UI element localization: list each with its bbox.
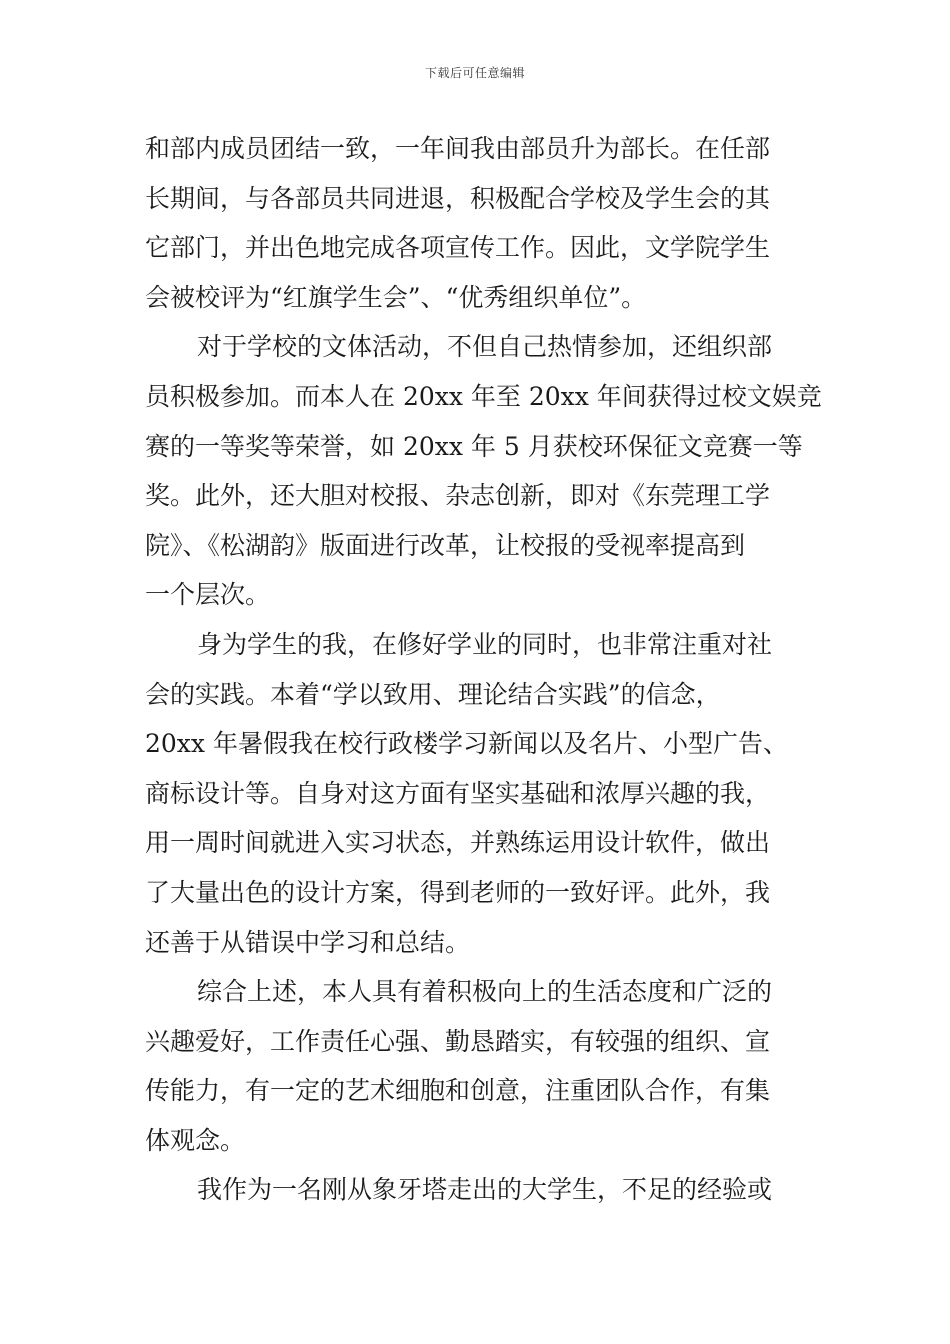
text-line: 对于学校的文体活动，不但自己热情参加，还组织部 [197,332,773,362]
text-line: 体观念。 [145,1125,246,1155]
text-line: 会被校评为“红旗学生会”、“优秀组织单位”。 [145,282,647,312]
text-line: 商标设计等。自身对这方面有坚实基础和浓厚兴趣的我， [145,778,771,808]
text-line: 院》、《松湖韵》版面进行改革，让校报的受视率提高到 [145,530,746,560]
text-line: 还善于从错误中学习和总结。 [145,927,471,957]
text-line: 赛的一等奖等荣誉，如 20xx 年 5 月获校环保征文竞赛一等 [145,431,803,461]
text-line: 兴趣爱好，工作责任心强、勤恳踏实，有较强的组织、宣 [145,1026,771,1056]
text-line: 20xx 年暑假我在校行政楼学习新闻以及名片、小型广告、 [145,729,788,759]
text-line: 了大量出色的设计方案，得到老师的一致好评。此外，我 [145,877,771,907]
document-body [145,124,822,1215]
text-line: 综合上述，本人具有着积极向上的生活态度和广泛的 [197,977,773,1007]
text-line: 我作为一名刚从象牙塔走出的大学生，不足的经验或 [197,1175,773,1205]
text-line: 和部内成员团结一致，一年间我由部员升为部长。在任部 [145,134,771,163]
text-line: 会的实践。本着“学以致用、理论结合实践”的信念， [145,679,721,709]
text-line: 传能力，有一定的艺术细胞和创意，注重团队合作，有集 [145,1076,771,1106]
text-line: 奖。此外，还大胆对校报、杂志创新，即对《东莞理工学 [145,481,771,511]
text-line: 员积极参加。而本人在 20xx 年至 20xx 年间获得过校文娱竞 [145,381,822,411]
text-line: 一个层次。 [145,580,271,610]
page-header: 下载后可任意编辑 [424,66,525,80]
text-line: 长期间，与各部员共同进退，积极配合学校及学生会的其 [145,183,771,213]
text-line: 它部门，并出色地完成各项宣传工作。因此，文学院学生 [145,233,771,263]
text-line: 身为学生的我，在修好学业的同时，也非常注重对社 [197,629,773,659]
text-line: 用一周时间就进入实习状态，并熟练运用设计软件，做出 [145,828,771,858]
